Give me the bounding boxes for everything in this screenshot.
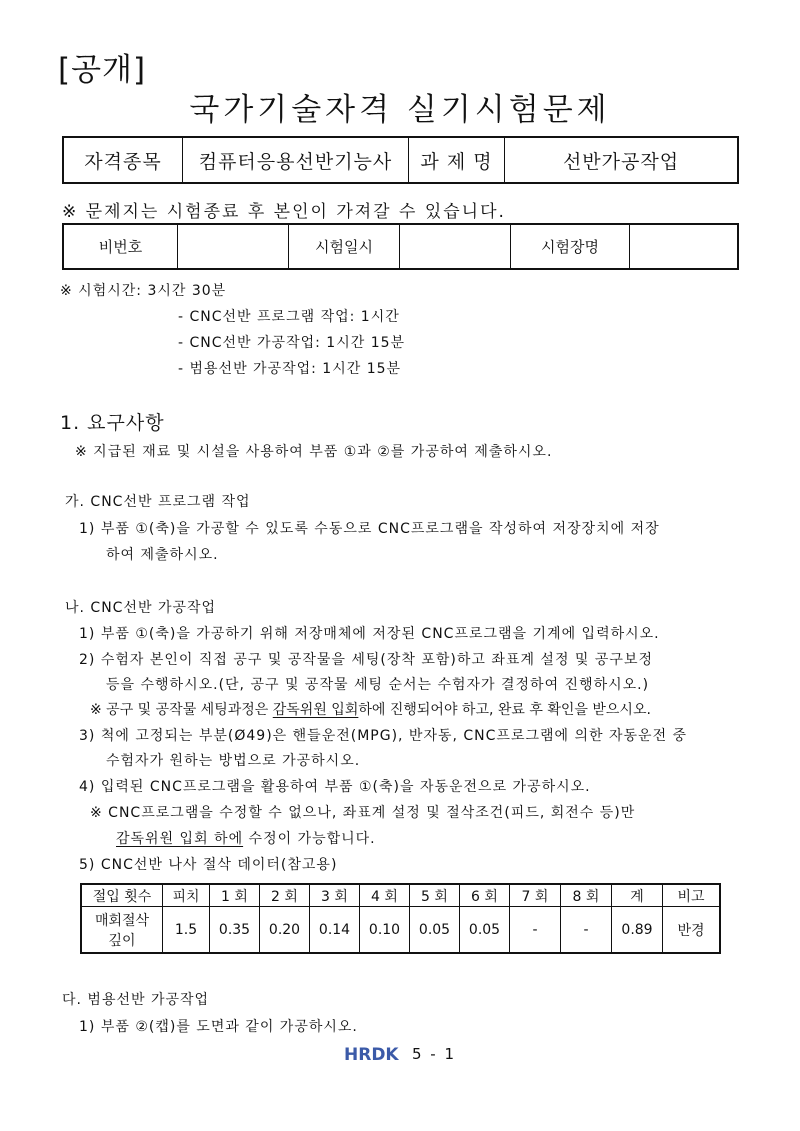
exam-time-item: - CNC선반 가공작업: 1시간 15분 (178, 335, 406, 351)
requirement-item: 4) 입력된 CNC프로그램을 활용하여 부품 ①(축)을 자동운전으로 가공하시오. (79, 779, 591, 795)
exam-date-label: 시험일시 (289, 224, 400, 269)
public-tag: [공개] (58, 52, 147, 88)
exam-info-table (62, 223, 739, 270)
requirement-item: 3) 척에 고정되는 부분(Ø49)은 핸들운전(MPG), 반자동, CNC프로그램에 의한 자동운전 중 (79, 728, 688, 744)
supervision-underline: 감독위원 입회 (272, 702, 359, 718)
table-cell: 1.5 (163, 907, 210, 954)
requirement-item: 1) 부품 ②(캡)를 도면과 같이 가공하시오. (79, 1019, 358, 1035)
table-cell: 0.05 (460, 907, 510, 954)
table-cell: 0.20 (260, 907, 310, 954)
qualification-label: 자격종목 (63, 137, 183, 183)
table-header: 4 회 (360, 884, 410, 907)
table-header: 계 (612, 884, 663, 907)
table-header: 피치 (163, 884, 210, 907)
thread-cutting-table (80, 883, 721, 954)
requirement-item-cont: 등을 수행하시오.(단, 공구 및 공작물 세팅 순서는 수험자가 결정하여 진행하시오.) (106, 677, 650, 693)
table-header: 8 회 (561, 884, 612, 907)
table-cell: 반경 (663, 907, 721, 954)
qualification-info-table (62, 136, 739, 184)
exam-time-main: ※ 시험시간: 3시간 30분 (60, 283, 227, 299)
table-cell: - (510, 907, 561, 954)
supervision-underline: 감독위원 입회 하에 (116, 831, 244, 847)
table-row (81, 907, 720, 954)
qualification-value: 컴퓨터응용선반기능사 (183, 137, 409, 183)
table-cell: 0.35 (210, 907, 260, 954)
table-cell: - (561, 907, 612, 954)
table-header: 3 회 (310, 884, 360, 907)
requirement-item: 1) 부품 ①(축)을 가공할 수 있도록 수동으로 CNC프로그램을 작성하여 저장장치에 저장 (79, 521, 660, 537)
page-number: 5 - 1 (412, 1045, 457, 1063)
table-cell: 0.14 (310, 907, 360, 954)
requirement-item-cont: 수험자가 원하는 방법으로 가공하시오. (106, 753, 361, 769)
subsection-title: 가. CNC선반 프로그램 작업 (65, 494, 251, 510)
exam-number-value (178, 224, 289, 269)
subsection-title: 나. CNC선반 가공작업 (65, 600, 217, 616)
modification-note-cont: 감독위원 입회 하에 수정이 가능합니다. (116, 831, 376, 847)
table-cell: 0.05 (410, 907, 460, 954)
requirement-item: 2) 수험자 본인이 직접 공구 및 공작물을 세팅(장착 포함)하고 좌표계 설정 및 공구보정 (79, 652, 653, 668)
subsection-title: 다. 범용선반 가공작업 (62, 992, 210, 1008)
hrdk-logo: HRDK (344, 1045, 399, 1065)
table-header: 7 회 (510, 884, 561, 907)
row-label: 매회절삭 깊이 (81, 907, 163, 954)
exam-time-item: - 범용선반 가공작업: 1시간 15분 (178, 361, 402, 377)
notice-text: ※ 문제지는 시험종료 후 본인이 가져갈 수 있습니다. (62, 202, 506, 222)
requirement-item-cont: 하여 제출하시오. (106, 547, 219, 563)
exam-number-label: 비번호 (63, 224, 178, 269)
requirement-item: 5) CNC선반 나사 절삭 데이터(참고용) (79, 857, 338, 873)
exam-date-value (400, 224, 511, 269)
table-cell: 0.89 (612, 907, 663, 954)
task-name-label: 과 제 명 (409, 137, 505, 183)
task-name-value: 선반가공작업 (505, 137, 739, 183)
table-cell: 0.10 (360, 907, 410, 954)
exam-site-value (630, 224, 739, 269)
table-header: 5 회 (410, 884, 460, 907)
table-header: 2 회 (260, 884, 310, 907)
exam-time-item: - CNC선반 프로그램 작업: 1시간 (178, 309, 400, 325)
table-header: 비고 (663, 884, 721, 907)
exam-site-label: 시험장명 (511, 224, 630, 269)
table-header: 절입 횟수 (81, 884, 163, 907)
table-header: 6 회 (460, 884, 510, 907)
document-title: 국가기술자격 실기시험문제 (189, 92, 611, 128)
modification-note: ※ CNC프로그램을 수정할 수 없으나, 좌표계 설정 및 절삭조건(피드, 회전수 등)만 (90, 805, 636, 821)
requirement-item: 1) 부품 ①(축)을 가공하기 위해 저장매체에 저장된 CNC프로그램을 기계에 입력하시오. (79, 626, 660, 642)
table-header: 1 회 (210, 884, 260, 907)
section-title: 1. 요구사항 (60, 412, 165, 434)
supervision-note: ※ 공구 및 공작물 세팅과정은 감독위원 입회하에 진행되어야 하고, 완료 후 확인을 받으시오. (90, 702, 651, 718)
section-note: ※ 지급된 재료 및 시설을 사용하여 부품 ①과 ②를 가공하여 제출하시오. (75, 444, 553, 460)
